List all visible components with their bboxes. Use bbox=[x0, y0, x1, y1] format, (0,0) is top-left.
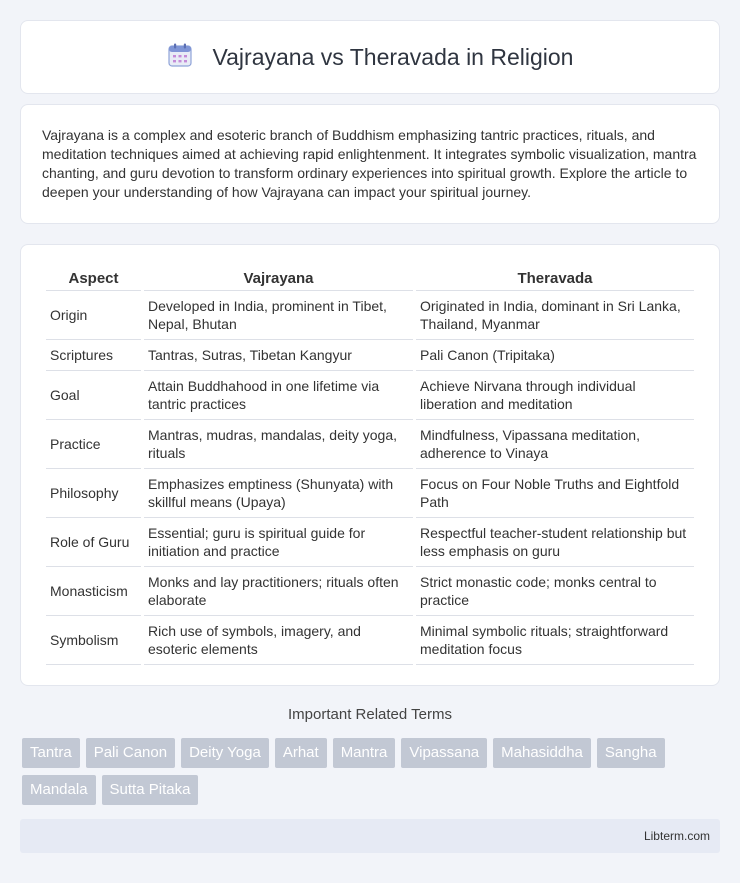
theravada-cell: Minimal symbolic rituals; straightforward meditation focus bbox=[416, 616, 694, 665]
term-tag-vipassana[interactable]: Vipassana bbox=[401, 738, 487, 768]
page-title: Vajrayana vs Theravada in Religion bbox=[212, 43, 574, 70]
table-row bbox=[46, 469, 694, 518]
header-card bbox=[20, 20, 720, 94]
table-row bbox=[46, 567, 694, 616]
table-header-row bbox=[46, 265, 694, 291]
header-vajrayana: Vajrayana bbox=[144, 265, 413, 291]
term-tag-tantra[interactable]: Tantra bbox=[22, 738, 80, 768]
comparison-card bbox=[20, 244, 720, 686]
term-tag-arhat[interactable]: Arhat bbox=[275, 738, 327, 768]
vajrayana-cell: Monks and lay practitioners; rituals often elaborate bbox=[144, 567, 413, 616]
table-row bbox=[46, 371, 694, 420]
vajrayana-cell: Developed in India, prominent in Tibet, Nepal, Bhutan bbox=[144, 291, 413, 340]
calendar-icon bbox=[167, 42, 193, 73]
theravada-cell: Originated in India, dominant in Sri Lanka, Thailand, Myanmar bbox=[416, 291, 694, 340]
aspect-cell: Monasticism bbox=[46, 567, 141, 616]
table-row bbox=[46, 518, 694, 567]
theravada-cell: Pali Canon (Tripitaka) bbox=[416, 340, 694, 371]
vajrayana-cell: Mantras, mudras, mandalas, deity yoga, rituals bbox=[144, 420, 413, 469]
related-terms-title: Important Related Terms bbox=[288, 706, 452, 723]
aspect-cell: Origin bbox=[46, 291, 141, 340]
aspect-cell: Practice bbox=[46, 420, 141, 469]
vajrayana-cell: Tantras, Sutras, Tibetan Kangyur bbox=[144, 340, 413, 371]
vajrayana-cell: Emphasizes emptiness (Shunyata) with skillful means (Upaya) bbox=[144, 469, 413, 518]
aspect-cell: Goal bbox=[46, 371, 141, 420]
footer bbox=[20, 819, 720, 853]
table-row bbox=[46, 291, 694, 340]
vajrayana-cell: Essential; guru is spiritual guide for initiation and practice bbox=[144, 518, 413, 567]
aspect-cell: Scriptures bbox=[46, 340, 141, 371]
table-row bbox=[46, 420, 694, 469]
footer-link[interactable]: Libterm.com bbox=[643, 829, 710, 843]
aspect-cell: Philosophy bbox=[46, 469, 141, 518]
comparison-table bbox=[43, 265, 697, 665]
table-row bbox=[46, 340, 694, 371]
theravada-cell: Focus on Four Noble Truths and Eightfold Path bbox=[416, 469, 694, 518]
term-tag-mandala[interactable]: Mandala bbox=[22, 775, 96, 805]
term-tag-mantra[interactable]: Mantra bbox=[333, 738, 396, 768]
theravada-cell: Strict monastic code; monks central to practice bbox=[416, 567, 694, 616]
intro-text: Vajrayana is a complex and esoteric branch of Buddhism emphasizing tantric practices, rituals, and meditation techniques aimed at achieving rapid enlightenment. It integrates symbolic visualization, mantra chanting, and guru devotion to transform ordinary experiences into spiritual growth. Explore the article to deepen your understanding of how Vajrayana can impact your spiritual journey. bbox=[42, 127, 697, 200]
aspect-cell: Symbolism bbox=[46, 616, 141, 665]
term-tag-pali-canon[interactable]: Pali Canon bbox=[86, 738, 175, 768]
header-theravada: Theravada bbox=[416, 265, 694, 291]
vajrayana-cell: Attain Buddhahood in one lifetime via tantric practices bbox=[144, 371, 413, 420]
related-terms-list bbox=[22, 738, 722, 805]
term-tag-deity-yoga[interactable]: Deity Yoga bbox=[181, 738, 269, 768]
theravada-cell: Mindfulness, Vipassana meditation, adherence to Vinaya bbox=[416, 420, 694, 469]
term-tag-sangha[interactable]: Sangha bbox=[597, 738, 665, 768]
intro-card bbox=[20, 104, 720, 224]
vajrayana-cell: Rich use of symbols, imagery, and esoteric elements bbox=[144, 616, 413, 665]
term-tag-mahasiddha[interactable]: Mahasiddha bbox=[493, 738, 591, 768]
theravada-cell: Respectful teacher-student relationship but less emphasis on guru bbox=[416, 518, 694, 567]
aspect-cell: Role of Guru bbox=[46, 518, 141, 567]
theravada-cell: Achieve Nirvana through individual liberation and meditation bbox=[416, 371, 694, 420]
table-row bbox=[46, 616, 694, 665]
header-aspect: Aspect bbox=[46, 265, 141, 291]
term-tag-sutta-pitaka[interactable]: Sutta Pitaka bbox=[102, 775, 199, 805]
